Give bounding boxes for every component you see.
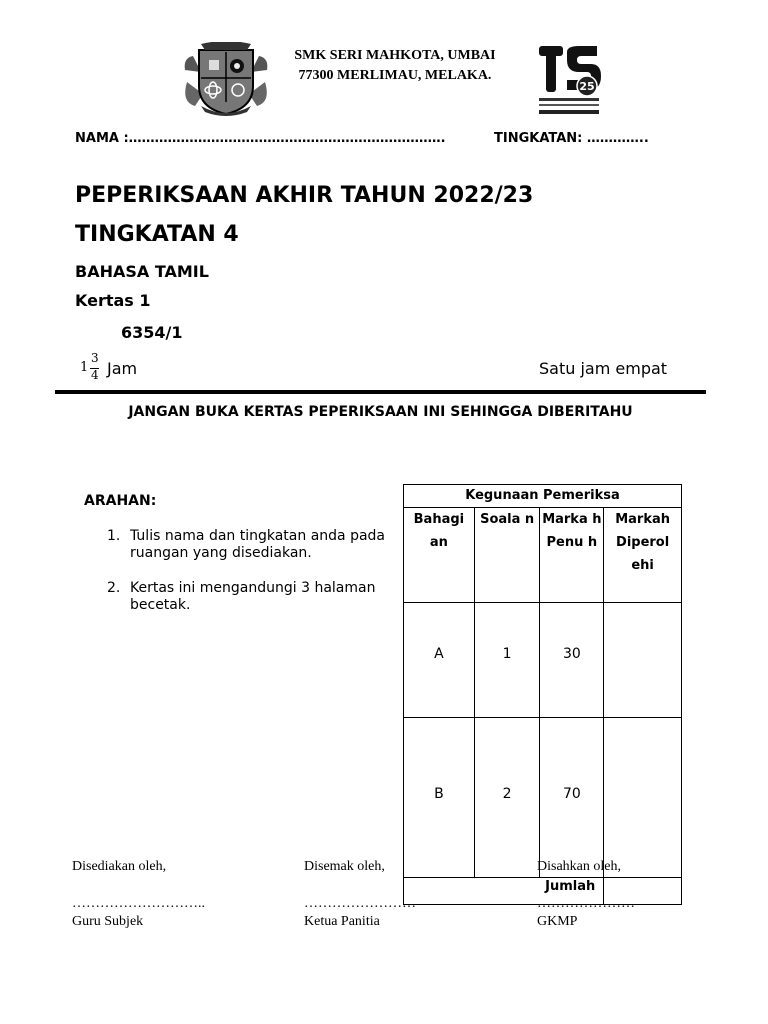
checked-by-signature-line: ……………………	[304, 896, 416, 911]
duration-unit: Jam	[107, 359, 138, 378]
marks-obtained-cell[interactable]	[604, 603, 682, 718]
full-marks-cell: 70	[540, 718, 604, 878]
marks-obtained-cell[interactable]	[604, 718, 682, 878]
exam-paper: Kertas 1	[75, 291, 151, 310]
section-cell: B	[404, 718, 475, 878]
examiner-table	[403, 484, 682, 905]
exam-form-level: TINGKATAN 4	[75, 222, 239, 247]
table-row	[404, 603, 682, 718]
instructions-heading: ARAHAN:	[84, 493, 157, 509]
school-crest-logo	[181, 42, 271, 118]
exam-subject: BAHASA TAMIL	[75, 262, 209, 281]
duration-denominator: 4	[91, 368, 99, 382]
approved-by-role: GKMP	[537, 914, 578, 929]
exam-title: PEPERIKSAAN AKHIR TAHUN 2022/23	[75, 183, 534, 208]
column-header-marks-obtained: Markah Diperol ehi	[604, 508, 682, 603]
duration-whole: 1	[80, 360, 89, 375]
approved-by-label: Disahkan oleh,	[537, 859, 621, 874]
examiner-table-title: Kegunaan Pemeriksa	[404, 485, 682, 508]
exam-warning: JANGAN BUKA KERTAS PEPERIKSAAN INI SEHINGGA DIBERITAHU	[128, 404, 633, 420]
school-header	[270, 46, 520, 86]
checked-by-label: Disemak oleh,	[304, 859, 385, 874]
header-divider	[55, 390, 706, 394]
section-cell: A	[404, 603, 475, 718]
exam-code: 6354/1	[121, 323, 183, 342]
school-address: 77300 MERLIMAU, MELAKA.	[298, 68, 492, 83]
prepared-by-signature-line: ………………………..	[72, 896, 205, 911]
question-cell: 2	[474, 718, 540, 878]
question-cell: 1	[474, 603, 540, 718]
logo-number: 25	[579, 80, 595, 93]
duration-numerator: 3	[91, 351, 99, 365]
instruction-number: 1.	[107, 528, 121, 544]
form-field: TINGKATAN: …………..	[494, 131, 649, 146]
full-marks-cell: 30	[540, 603, 604, 718]
checked-by-role: Ketua Panitia	[304, 914, 380, 929]
name-field: NAMA :……………………………………………………………….	[75, 131, 446, 146]
transformation-school-logo	[535, 42, 605, 118]
column-header-full-marks: Marka h Penu h	[540, 508, 604, 603]
total-label: Jumlah	[404, 878, 604, 905]
school-name: SMK SERI MAHKOTA, UMBAI	[294, 48, 496, 63]
instruction-text: Kertas ini mengandungi 3 halaman becetak.	[130, 580, 376, 613]
table-row	[404, 718, 682, 878]
column-header-section: Bahagi an	[404, 508, 475, 603]
approved-by-signature-line: …………………	[537, 896, 635, 911]
instruction-number: 2.	[107, 580, 121, 596]
prepared-by-role: Guru Subjek	[72, 914, 144, 929]
prepared-by-label: Disediakan oleh,	[72, 859, 167, 874]
duration-words: Satu jam empat	[539, 359, 668, 378]
column-header-question: Soala n	[474, 508, 540, 603]
instruction-text: Tulis nama dan tingkatan anda pada ruangan yang disediakan.	[130, 528, 386, 561]
